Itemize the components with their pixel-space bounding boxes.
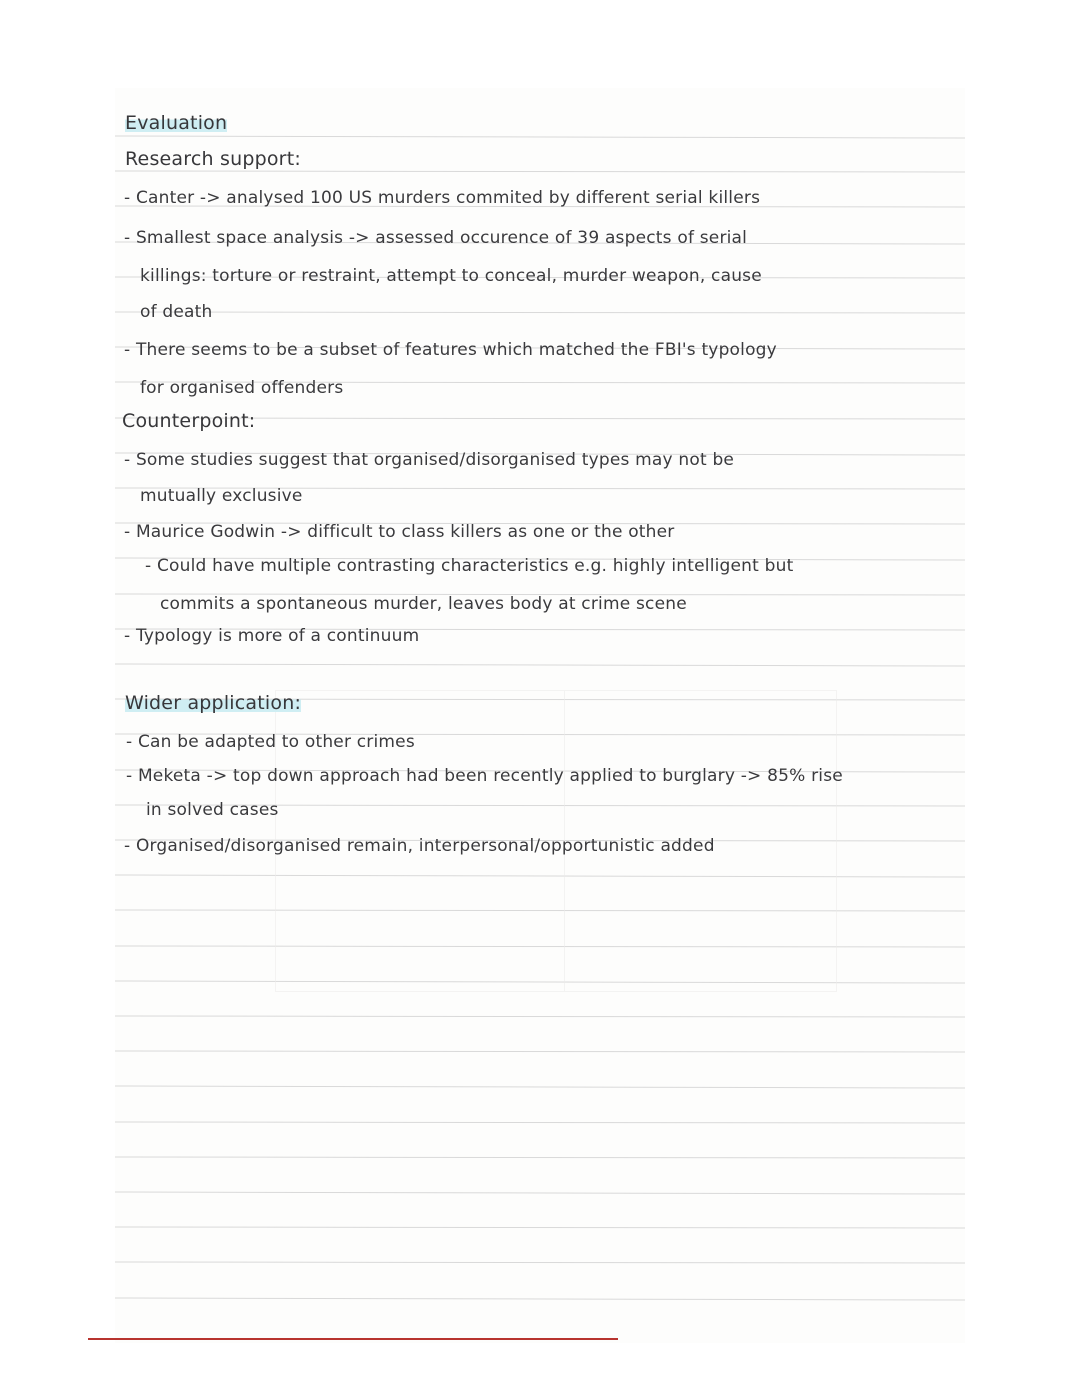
counterpoint-line-3: - Maurice Godwin -> difficult to class killers as one or the other bbox=[124, 522, 675, 542]
wider-application-heading: Wider application: bbox=[125, 692, 302, 714]
research-line-1: - Canter -> analysed 100 US murders commited by different serial killers bbox=[124, 188, 761, 208]
counterpoint-line-4: - Could have multiple contrasting characteristics e.g. highly intelligent but bbox=[145, 556, 794, 576]
counterpoint-heading: Counterpoint: bbox=[122, 410, 256, 432]
ruled-line bbox=[115, 664, 965, 666]
research-line-6: for organised offenders bbox=[140, 378, 344, 398]
research-line-4: of death bbox=[140, 302, 213, 322]
ruled-line bbox=[115, 1122, 965, 1123]
wider-line-1: - Can be adapted to other crimes bbox=[126, 732, 415, 752]
ruled-line bbox=[115, 1227, 965, 1228]
research-line-5: - There seems to be a subset of features which matched the FBI's typology bbox=[124, 340, 777, 360]
ruled-line bbox=[115, 171, 965, 172]
evaluation-heading: Evaluation bbox=[125, 112, 228, 134]
research-support-heading: Research support: bbox=[125, 148, 301, 170]
wider-line-2: - Meketa -> top down approach had been recently applied to burglary -> 85% rise bbox=[126, 766, 843, 786]
research-line-3: killings: torture or restraint, attempt to conceal, murder weapon, cause bbox=[140, 266, 762, 286]
counterpoint-line-6: - Typology is more of a continuum bbox=[124, 626, 420, 646]
wider-line-3: in solved cases bbox=[146, 800, 279, 820]
ruled-line bbox=[115, 1086, 965, 1088]
ruled-line bbox=[115, 1192, 965, 1194]
page-edge-red-line bbox=[88, 1338, 618, 1340]
ruled-line bbox=[115, 1016, 965, 1017]
counterpoint-line-5: commits a spontaneous murder, leaves body at crime scene bbox=[160, 594, 687, 614]
wider-line-4: - Organised/disorganised remain, interpersonal/opportunistic added bbox=[124, 836, 715, 856]
ruled-line bbox=[115, 136, 965, 138]
counterpoint-line-2: mutually exclusive bbox=[140, 486, 303, 506]
research-line-2: - Smallest space analysis -> assessed occurence of 39 aspects of serial bbox=[124, 228, 748, 248]
ruled-line bbox=[115, 1298, 965, 1300]
ruled-line bbox=[115, 1051, 965, 1052]
ruled-line bbox=[115, 1157, 965, 1158]
ruled-line bbox=[115, 312, 965, 313]
counterpoint-line-1: - Some studies suggest that organised/disorganised types may not be bbox=[124, 450, 735, 470]
ruled-line bbox=[115, 1262, 965, 1263]
